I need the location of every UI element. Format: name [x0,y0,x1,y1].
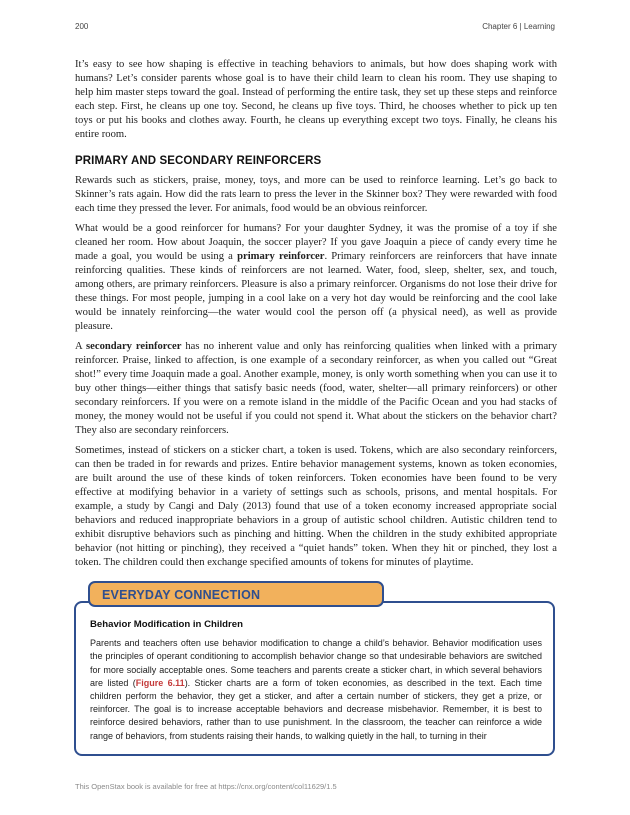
paragraph-rewards: Rewards such as stickers, praise, money, toys, and more can be used to reinforce learning. Let’s go back to Skinner’s rats again. How did the rats learn to press the lever in the Skinner box? They were rewarded with food each time they pressed the lever. For animals, food would be an obvious reinforcer. [75,175,557,214]
callout-content [90,618,542,743]
callout-label: EVERYDAY CONNECTION [88,581,384,607]
paragraph-shaping: It’s easy to see how shaping is effective in teaching behaviors to animals, but how does shaping work with humans? Let’s consider parents whose goal is to have their child learn to clean his room. They use shaping to help him master steps toward the goal. Instead of performing the entire task, they set up these steps and reinforce each step. First, he cleans up one toy. Second, he cleans up five toys. Third, he chooses whether to pick up ten toys or put his books and clothes away. Fourth, he cleans up everything except two toys. Finally, he cleans his entire room. [75,59,557,140]
figure-link[interactable]: Figure 6.11 [135,677,185,688]
text-span: has no inherent value and only has reinforcing qualities when linked with a primary reinforcer. Praise, linked to affection, is one example of a secondary reinforcer, as when you called out “Great shot!” every time Joaquin made a goal. Another example, money, is only worth something when you can use it to buy other things—either things that satisfy basic needs (food, water, shelter—all primary reinforcers) or other secondary reinforcers. If you were on a remote island in the middle of the Pacific Ocean and you had stacks of money, the money would not be useful if you could not spend it. What about the stickers on the behavior chart? They also are secondary reinforcers. [75,341,557,436]
page-number: 200 [75,22,89,31]
key-term-secondary-reinforcer: secondary reinforcer [86,341,182,352]
text-span: What would be a good reinforcer for humans? For your daughter Sydney, it was the promise of a toy if she cleaned her room. How about Joaquin, the soccer player? If you gave Joaquin a piece of candy every time he made a goal, you would be using a [75,223,557,262]
callout-title: Behavior Modification in Children [90,619,243,630]
main-content [75,58,557,576]
section-heading: PRIMARY AND SECONDARY REINFORCERS [75,155,322,167]
key-term-primary-reinforcer: primary reinforcer [237,251,325,262]
paragraph-secondary-reinforcer [75,340,557,438]
chapter-title: Chapter 6 | Learning [482,22,555,31]
paragraph-primary-reinforcer [75,222,557,334]
paragraph-token-economy: Sometimes, instead of stickers on a sticker chart, a token is used. Tokens, which are also secondary reinforcers, can then be traded in for rewards and prizes. Entire behavior management systems, known as token economies, are built around the use of these kinds of token reinforcers. Token economies have been found to be very effective at modifying behavior in a variety of settings such as schools, prisons, and mental hospitals. For example, a study by Cangi and Daly (2013) found that use of a token economy increased appropriate social behaviors and reduced inappropriate behaviors in a group of autistic school children. Autistic children tend to exhibit disruptive behaviors such as pinching and hitting. When the children in the study exhibited appropriate behavior (not hitting or pinching), they received a “quiet hands” token. When they hit or pinched, they lost a token. The children could then exchange specified amounts of tokens for minutes of playtime. [75,445,557,568]
text-span: ). Sticker charts are a form of token economies, as described in the text. Each time children perform the behavior, they get a sticker, and after a certain number of stickers, they get a prize, or reinforcer. The goal is to increase acceptable behaviors and decrease misbehavior. Remember, it is best to reinforce desired behaviors, rather than to use punishment. In the classroom, the teacher can reinforce a wide range of behaviors, from students raising their hands, to walking quietly in the hall, to turning in their [90,677,542,741]
page-footer: This OpenStax book is available for free at https://cnx.org/content/col11629/1.5 [75,782,337,791]
text-span: Parents and teachers often use behavior modification to change a child’s behavior. Behavior modification uses the principles of operant conditioning to accomplish behavior change so that undesirable behaviors are switched for more socially acceptable ones. Some teachers and parents create a sticker chart, in which several behaviors are listed ( [90,638,542,688]
page-header [75,22,555,36]
callout-paragraph [90,637,542,743]
text-span: . Primary reinforcers are reinforcers that have innate reinforcing qualities. These kinds of reinforcers are not learned. Water, food, sleep, shelter, sex, and touch, among others, are primary reinforcers. Pleasure is also a primary reinforcer. Organisms do not lose their drive for these things. For most people, jumping in a cool lake on a very hot day would be reinforcing and the cool lake would be innately reinforcing—the water would cool the person off (a physical need), as well as provide pleasure. [75,251,557,332]
text-span: A [75,341,87,352]
